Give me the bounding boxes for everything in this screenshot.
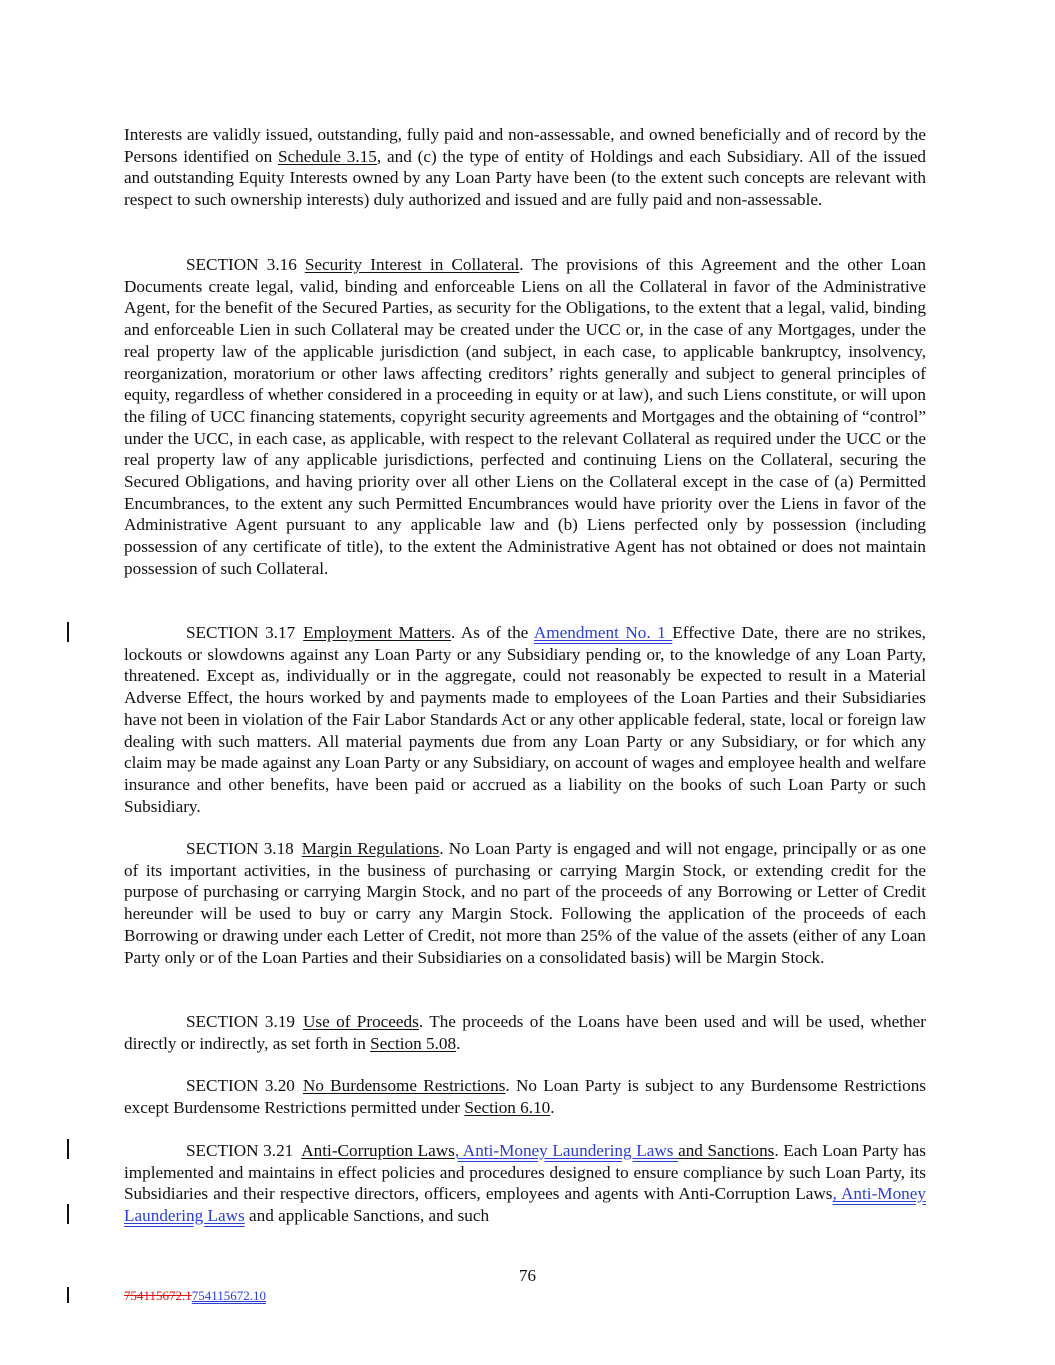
text: . As of the (450, 623, 534, 642)
section-3-18 (124, 838, 926, 968)
change-bar (67, 622, 69, 642)
section-3-17 (124, 622, 926, 817)
change-bar (67, 1139, 69, 1159)
document-id (124, 1288, 266, 1304)
section-3-19 (124, 1011, 926, 1054)
section-title: Security Interest in Collateral (304, 255, 520, 274)
section-title: No Burdensome Restrictions (302, 1076, 506, 1095)
section-3-21 (124, 1140, 926, 1227)
page-number: 76 (519, 1266, 536, 1285)
inserted-text: , Anti-Money Laundering Laws (124, 1184, 926, 1226)
section-label: SECTION 3.16 (186, 255, 297, 274)
text: and applicable Sanctions, and such (244, 1206, 490, 1226)
section-label: SECTION 3.18 (186, 839, 294, 858)
paragraph-continuation (124, 124, 926, 211)
text: . (550, 1097, 555, 1117)
text: . Each Loan Party has implemented and maintains in effect policies and procedures designed to ensure compliance by such Loan Party, its Subsidiaries and their respective directors, officers, employees and agents with Anti-Corruption Laws (124, 1141, 926, 1204)
section-title: Margin Regulations (301, 839, 440, 858)
section-label: SECTION 3.17 (186, 623, 296, 642)
section-title: Employment Matters (303, 623, 451, 642)
section-label: SECTION 3.19 (186, 1012, 296, 1031)
change-bar (67, 1204, 69, 1224)
text: . No Loan Party is subject to any Burdensome Restrictions except Burdensome Restrictions permitted under (124, 1076, 926, 1117)
section-3-16 (124, 254, 926, 580)
section-label: SECTION 3.20 (186, 1076, 295, 1095)
inserted-doc-id: 754115672.10 (191, 1288, 267, 1303)
text: . The proceeds of the Loans have been used and will be used, whether directly or indirectly, as set forth in (124, 1012, 927, 1053)
section-body: . The provisions of this Agreement and the other Loan Documents create legal, valid, binding and enforceable Liens on all the Collateral in favor of the Administrative Agent, for the benefit of the Secured Parties, as security for the Obligations, to the extent that a legal, valid, binding and enforceable Lien in such Collateral may be created under the UCC or, in the case of any Mortgages, under the real property law of the applicable jurisdiction (and subject, in each case, to applicable bankruptcy, insolvency, reorganization, moratorium or other laws affecting creditors’ rights generally and subject to general principles of equity, regardless of whether considered in a proceeding in equity or at law), and such Liens constitute, or will upon the filing of UCC financing statements, copyright security agreements and Mortgages and the obtaining of “control” under the UCC, in each case, as applicable, with respect to the relevant Collateral as required under the UCC or the real property law of any applicable jurisdictions, perfected and continuing Liens on the Collateral, securing the Secured Obligations, and having priority over all other Liens on the Collateral except in the case of (a) Permitted Encumbrances, to the extent any such Permitted Encumbrances would have priority over the Liens in favor of the Administrative Agent pursuant to any applicable law and (b) Liens perfected only by possession (including possession of any certificate of title), to the extent the Administrative Agent has not obtained or does not maintain possession of such Collateral. (124, 255, 927, 578)
schedule-reference: Schedule 3.15 (277, 146, 377, 166)
deleted-doc-id: 754115672.1 (124, 1288, 192, 1303)
inserted-text: Amendment No. 1 (533, 623, 673, 642)
section-label: SECTION 3.21 (186, 1141, 294, 1160)
section-title: Anti-Corruption Laws (301, 1141, 455, 1160)
change-bar (67, 1287, 69, 1303)
text: , and (c) the type of entity of Holdings and each Subsidiary. All of the issued and outstanding Equity Interests owned by any Loan Party have been (to the extent such concepts are relevant with respect to such ownership interests) duly authorized and issued and are fully paid and non-assessable. (124, 146, 926, 210)
section-title: and Sanctions (678, 1141, 775, 1160)
section-body: . No Loan Party is engaged and will not engage, principally or as one of its important activities, in the business of purchasing or carrying Margin Stock, or extending credit for the purpose of purchasing or carrying Margin Stock, and no part of the proceeds of any Borrowing or Letter of Credit hereunder will be used to buy or carry any Margin Stock. Following the application of the proceeds of each Borrowing or drawing under each Letter of Credit, not more than 25% of the value of the assets (either of any Loan Party only or of the Loan Parties and their Subsidiaries on a consolidated basis) will be Margin Stock. (124, 839, 926, 967)
inserted-text: , Anti-Money Laundering Laws (454, 1141, 679, 1160)
text: Interests are validly issued, outstanding, fully paid and non-assessable, and owned beneficially and of record by the Persons identified on (124, 125, 926, 166)
section-title: Use of Proceeds (303, 1012, 419, 1031)
text: Effective Date, there are no strikes, lockouts or slowdowns against any Loan Party or any Subsidiary pending or, to the knowledge of any Loan Party, threatened. Except as, individually or in the aggregate, could not reasonably be expected to result in a Material Adverse Effect, the hours worked by and payments made to employees of the Loan Parties and their Subsidiaries have not been in violation of the Fair Labor Standards Act or any other applicable federal, state, local or foreign law dealing with such matters. All material payments due from any Loan Party or any Subsidiary, or for which any claim may be made against any Loan Party or any Subsidiary, on account of wages and employee health and welfare insurance and other benefits, have been paid or accrued as a liability on the books of such Loan Party or such Subsidiary. (124, 623, 926, 816)
section-reference: Section 5.08 (370, 1033, 457, 1053)
section-reference: Section 6.10 (464, 1097, 551, 1117)
section-3-20 (124, 1075, 926, 1118)
text: . (456, 1033, 461, 1053)
